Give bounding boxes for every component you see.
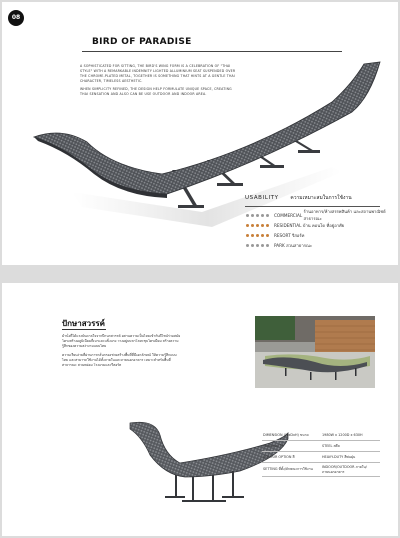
spec-value: INDOOR/OUTDOOR ภายใน/ภายนอกอาคาร: [321, 463, 380, 477]
table-row: [262, 452, 380, 463]
usability-row: [246, 211, 398, 219]
usability-type: PARK: [274, 242, 285, 248]
page-top: [2, 2, 398, 265]
thai-title-divider: [62, 329, 106, 330]
spec-key: SETTING ที่ตั้ง/ลักษณะการใช้งาน: [262, 463, 321, 477]
page-title: BIRD OF PARADISE: [92, 37, 192, 47]
installation-photo-svg: [255, 316, 375, 388]
table-row: [262, 441, 380, 452]
intro-paragraph: A SOPHISTICATED FOR SITTING, THE BIRD'S WING FORM IS A CELEBRATION OF "THAI STYLE" WITH A REMARKABLE INDEMNITY LIGHTED ALLUMINIUM SEAT SUSPENDED OVER THE CHROME-PLATED METAL, TOGETHER IS SOMETHING THAT HINTS AT A GENTLE THAI CHARACTER, TIMELESS AESTHETIC.: [80, 64, 236, 83]
rating-dots: [246, 244, 269, 247]
usability-heading: [245, 194, 380, 207]
rating-dots: [246, 224, 269, 227]
usability-row: [246, 221, 344, 229]
intro-paragraph: WHEN SIMPLICITY REFINED, THE DESIGN HELP FORMULATE UNIQUE SPACE, CREATING THAI SENSATION AND ALSO CAN BE USE OUTDOOR AND INDOOR AREA.: [80, 87, 232, 96]
thai-paragraph: ความเรียบง่ายที่ผ่านการกลั่นกรองช่วยสร้างพื้นที่ที่มีเอกลักษณ์ ให้ความรู้สึกแบบไทย และสามารถใช้งานได้ทั้งภายในและภายนอกอาคาร เหมาะสำหรับพื้นที่สาธารณะ สวนหย่อม โรงแรมและรีสอร์ท: [62, 353, 177, 367]
usability-type: RESIDENTIAL: [274, 222, 302, 228]
thai-paragraph: ม้านั่งที่ได้แรงบันดาลใจจากปีกนกสวรรค์ ผสานความเป็นไทยเข้ากับดีไซน์ร่วมสมัย โครงสร้างอลูมิเนียมที่เบาและแข็งแรง วางอยู่บนขาโลหะชุบโครเมียม สร้างความรู้สึกของความสง่างามแบบไทย: [62, 334, 181, 348]
spec-value: 1980W x 1200D x 630H: [321, 430, 380, 441]
usability-row: [246, 231, 304, 239]
page-number-badge: 08: [8, 10, 24, 26]
usability-label: USABILITY: [245, 195, 279, 201]
spec-value: STEEL สตีล: [321, 441, 380, 452]
usability-type: COMMERCIAL: [274, 212, 303, 218]
thai-description: [62, 334, 182, 372]
usability-type-thai: สวนสาธารณะ: [286, 242, 313, 248]
spec-table: [262, 430, 380, 477]
installation-photo: [255, 316, 375, 388]
usability-type: RESORT: [274, 232, 291, 238]
usability-type-thai: บ้าน คอนโด ที่อยู่อาศัย: [302, 222, 345, 228]
table-row: [262, 463, 380, 477]
spec-key: Funtional ใช้: [262, 441, 321, 452]
spec-key: COLOUR OPTION สี: [262, 452, 321, 463]
rating-dots: [246, 214, 269, 217]
usability-type-thai: รีสอร์ท: [292, 232, 305, 238]
spec-value: HEAVY-DUTY สีพ่นฝุ่น: [321, 452, 380, 463]
usability-type-thai: ร้านอาหาร/ห้างสรรพสินค้า และสถานพาณิชย์สาธารณะ: [303, 209, 386, 221]
spec-key: DIMENSION (WxDxH) ขนาด: [262, 430, 321, 441]
table-row: [262, 430, 380, 441]
usability-row: [246, 241, 312, 249]
usability-label-thai: ความเหมาะสมในการใช้งาน: [290, 195, 352, 201]
rating-dots: [246, 234, 269, 237]
thai-title: ปักษาสวรรค์: [62, 319, 106, 328]
